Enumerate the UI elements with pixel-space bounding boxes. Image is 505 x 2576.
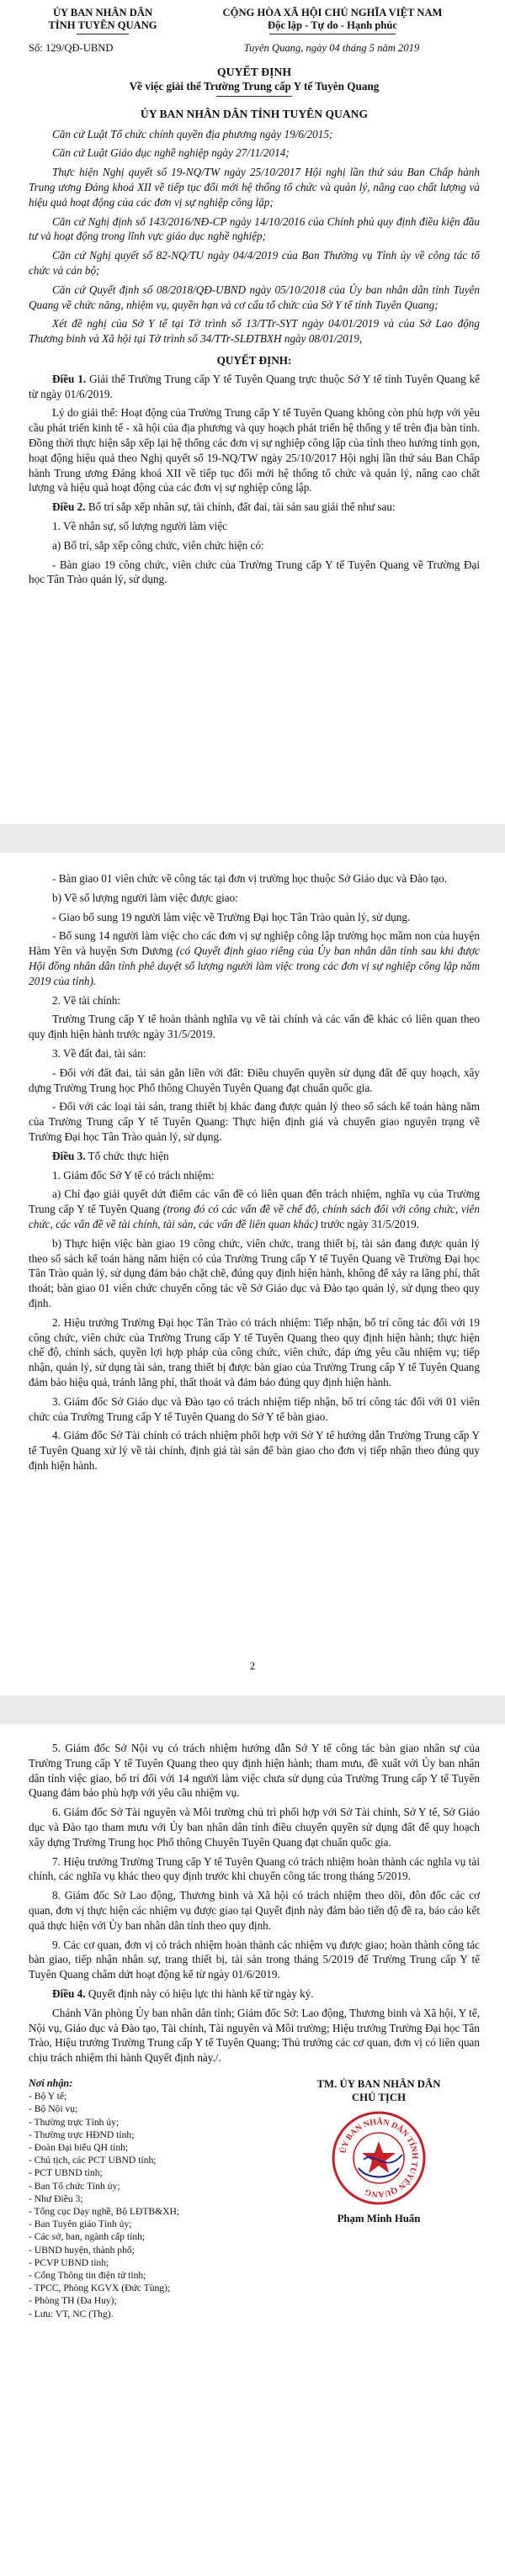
section-1a-end: trước ngày 31/5/2019.	[317, 1217, 420, 1230]
recipient-item: - Bộ Nội vụ;	[29, 2103, 78, 2115]
document-header	[29, 7, 480, 34]
recipient-item: - Bộ Y tế;	[29, 2091, 67, 2103]
article-3-section-4: 4. Giám đốc Sở Tài chính có trách nhiệm phối hợp với Sở Y tế hướng dẫn Trường Trung cấp Y tế Tuyên Quang xử lý về tài chính, định giá tài sản để bàn giao cho đơn vị tiếp nhận theo đúng quy định hiện hành.	[29, 1429, 480, 1472]
article-3-text: Tổ chức thực hiện	[85, 1149, 169, 1162]
nation-line-2: Độc lập - Tự do - Hạnh phúc	[268, 19, 397, 31]
recipient-item: - Phòng TH (Đa Huy);	[29, 2295, 117, 2307]
agency-line-1: ỦY BAN NHÂN DÂN	[52, 7, 153, 19]
agency-line-2: TỈNH TUYÊN QUANG	[48, 19, 157, 31]
signature-stroke-1	[359, 2168, 399, 2177]
article-3	[29, 1149, 480, 1164]
recipients-title: Nơi nhận:	[29, 2076, 73, 2089]
article-2-section-1a: a) Bố trí, sắp xếp công chức, viên chức hiện có:	[52, 538, 264, 552]
article-4-label: Điều 4.	[52, 1986, 86, 2000]
closing-section	[29, 2077, 480, 2320]
page-1-content	[29, 7, 480, 591]
article-2-section-3-item-1: - Đối với đất đai, tài sản gắn liền với đất: Điều chuyển quyền sử dụng đất để quy hoạch, xây dựng Trường Trung học Phổ thông Chuyên Tuyên Quang đạt chuẩn quốc gia.	[29, 1066, 480, 1094]
recipient-item: - PCT UBND tỉnh;	[29, 2167, 103, 2179]
article-3-section-6: 6. Giám đốc Sở Tài nguyên và Môi trường chủ trì phối hợp với Sở Tài chính, Sở Y tế, Sở Giáo dục và Đào tạo tham mưu với Ủy ban nhân dân tỉnh điều chuyển quyền sử dụng đất để quy hoạch xây dựng Trường Trung học Phổ thông Chuyên Tuyên Quang đạt chuẩn quốc gia.	[29, 1806, 480, 1849]
article-3-label: Điều 3.	[52, 1149, 86, 1162]
signature-block	[278, 2077, 480, 2320]
document-meta	[29, 41, 480, 56]
page-2-content	[29, 871, 480, 1478]
official-seal	[330, 2109, 428, 2207]
article-4-text: Quyết định này có hiệu lực thi hành kể từ ngày ký.	[85, 1986, 314, 2000]
page-1	[0, 0, 505, 824]
recipient-item: - Thường trực HĐND tỉnh;	[29, 2129, 135, 2140]
article-4-body: Chánh Văn phòng Ủy ban nhân dân tỉnh; Giám đốc Sở: Lao động, Thương binh và Xã hội, Y tế, Nội vụ, Giáo dục và Đào tạo, Tài chính, Tài nguyên và Môi trường; Hiệu trưởng Trường Đại học Tân Trào, Hiệu trưởng Trường Trung cấp Y tế Tuyên Quang; Thủ trưởng các cơ quan, đơn vị có liên quan chịu trách nhiệm thi hành Quyết định này./.	[29, 2006, 480, 2065]
document-title: QUYẾT ĐỊNH	[216, 65, 292, 78]
recipient-item: - Lưu: VT, NC (Thg).	[29, 2308, 114, 2319]
article-3-section-2: 2. Hiệu trưởng Trường Đại học Tân Trào có trách nhiệm: Tiếp nhận, bố trí công tác đối với 19 công chức, viên chức của Trường Trung cấp Y tế Tuyên Quang theo quy định hiện hành; thực hiện chế độ, chính sách, quyền lợi hợp pháp của công chức, viên chức, đáp ứng yêu cầu nhiệm vụ; tiếp nhận, quản lý, sử dụng tài sản, trang thiết bị được bàn giao của Trường Trung cấp Y tế Tuyên Quang đảm bảo hiệu quả, tránh lãng phí, thất thoát và đảm bảo đúng quy định hiện hành.	[29, 1315, 480, 1389]
national-motto	[185, 7, 480, 34]
page-separator-2	[0, 1695, 505, 1724]
recipient-item: - Ban Tuyên giáo Tỉnh ủy;	[29, 2219, 132, 2230]
article-2-section-1b-item-1: - Giao bổ sung 19 người làm việc về Trường Đại học Tân Trào quản lý, sử dụng.	[52, 910, 411, 923]
article-2-section-1b: b) Về số lượng người làm việc được giao:	[52, 891, 238, 904]
article-3-section-9: 9. Các cơ quan, đơn vị có trách nhiệm hoàn thành các nhiệm vụ được giao; hoàn thành công tác bàn giao, tiếp nhận nhân sự, trang thiết bị, tài sản trong tháng 5/2019 để Trường Trung cấp Y tế Tuyên Quang chấm dứt hoạt động kể từ ngày 01/6/2019.	[29, 1938, 480, 1981]
signer-position: CHỦ TỊCH	[351, 2091, 407, 2103]
article-2-section-3-item-2: - Đối với các loại tài sản, trang thiết bị khác đang được quản lý theo sổ sách kế toán hàng năm của Trường Trung cấp Y tế Tuyên Quang: Thực hiện định giá và chuyển giao nguyên trạng về Trường Đại học Tân Trào quản lý, sử dụng.	[29, 1100, 480, 1143]
preamble-7: Xét đề nghị của Sở Y tế tại Tờ trình số 13/TTr-SYT ngày 04/01/2019 và của Sở Lao động Thương binh và Xã hội tại Tờ trình số 34/TTr-SLĐTBXH ngày 08/01/2019,	[29, 317, 480, 346]
section-1b-item-2-note: (có Quyết định giao riêng của Ủy ban nhân dân tỉnh sau khi được Hội đồng nhân dân tỉnh phê duyệt số lượng người làm việc trong các đơn vị sự nghiệp công lập năm 2019 của tỉnh).	[29, 944, 480, 987]
article-2-text: Bố trí sắp xếp nhân sự, tài chính, đất đai, tài sản sau giải thể như sau:	[85, 500, 396, 514]
article-1-label: Điều 1.	[52, 372, 87, 385]
recipient-item: - Cổng Thông tin điện tử tỉnh;	[29, 2269, 146, 2281]
issuing-authority: ỦY BAN NHÂN DÂN TỈNH TUYÊN QUANG	[140, 107, 369, 120]
recipient-item: - Như Điều 3;	[29, 2193, 83, 2204]
page-separator-1	[0, 824, 505, 853]
number-suffix: /QĐ-UBND	[61, 42, 114, 54]
preamble-3: Thực hiện Nghị quyết số 19-NQ/TW ngày 25/10/2017 Hội nghị lần thứ sáu Ban Chấp hành Trung ương Đảng khoá XII về tiếp tục đổi mới hệ thống tổ chức và quản lý, nâng cao chất lượng và hiệu quả hoạt động của các đơn vị sự nghiệp công lập;	[29, 166, 480, 209]
page-number: 2	[249, 1660, 256, 1672]
recipient-item: - Tổng cục Dạy nghề, Bộ LĐTB&XH;	[29, 2205, 180, 2217]
page-3	[0, 1724, 505, 2576]
nation-line-1: CỘNG HÒA XÃ HỘI CHỦ NGHĨA VIỆT NAM	[222, 7, 443, 19]
article-3-section-8: 8. Giám đốc Sở Lao động, Thương binh và Xã hội có trách nhiệm theo dõi, đôn đốc các cơ quan, đơn vị thực hiện các nhiệm vụ được giao tại Quyết định này đảm bảo tiến độ đề ra, báo cáo kết quả thực hiện với Ủy ban nhân dân tỉnh theo quy định.	[29, 1889, 480, 1932]
section-1a-text: a) Chỉ đạo giải quyết dứt điểm các vấn đề có liên quan đến trách nhiệm, nghĩa vụ của Trường Trung cấp Y tế Tuyên Quang	[29, 1187, 480, 1216]
section-1b-item-2-text: - Bổ sung 14 người làm việc cho các đơn vị sự nghiệp công lập trường học mầm non của huyện Hàm Yên và huyện Sơn Dương	[29, 929, 480, 958]
article-3-section-1: 1. Giám đốc Sở Y tế có trách nhiệm:	[52, 1168, 215, 1182]
article-2-section-1a-item-1: - Bàn giao 19 công chức, viên chức của Trường Trung cấp Y tế Tuyên Quang về Trường Đại học Tân Trào quản lý, sử dụng.	[29, 558, 480, 586]
recipient-item: - UBND huyện, thành phố;	[29, 2244, 135, 2256]
recipient-item: - Đoàn Đại biểu QH tỉnh;	[29, 2141, 129, 2153]
decision-heading: QUYẾT ĐỊNH:	[216, 353, 292, 367]
article-2-section-1a-item-2: - Bàn giao 01 viên chức về công tác tại đơn vị trường học thuộc Sở Giáo dục và Đào tạo.	[52, 872, 448, 885]
article-2-section-1-heading: 1. Về nhân sự, số lượng người làm việc	[52, 519, 228, 532]
preamble-2: Căn cứ Luật Giáo dục nghề nghiệp ngày 27/11/2014;	[52, 146, 290, 160]
article-2-section-2-text: Trường Trung cấp Y tế hoàn thành nghĩa vụ về tài chính và các vấn đề khác có liên quan theo quy định hiện hành trước ngày 31/5/2019.	[29, 1013, 480, 1041]
article-1	[29, 372, 480, 402]
article-1-text: Giải thể Trường Trung cấp Y tế Tuyên Quang trực thuộc Sở Y tế tỉnh Tuyên Quang kể từ ngày 01/6/2019.	[29, 372, 481, 400]
preamble-5: Căn cứ Nghị quyết số 82-NQ/TU ngày 04/4/2019 của Ban Thường vụ Tỉnh ủy về công tác tổ chức và cán bộ;	[29, 249, 480, 277]
seal-text-path: ỦY BAN NHÂN DÂN TỈNH TUYÊN QUANG	[338, 2117, 420, 2199]
article-2-label: Điều 2.	[52, 500, 86, 514]
recipient-item: - Thường trực Tỉnh ủy;	[29, 2116, 120, 2128]
recipient-item: - Chủ tịch, các PCT UBND tỉnh;	[29, 2155, 157, 2166]
recipient-item: - Các sở, ban, ngành cấp tỉnh;	[29, 2231, 146, 2243]
on-behalf-line: TM. ỦY BAN NHÂN DÂN	[316, 2077, 441, 2090]
number-prefix: Số: 129	[29, 42, 61, 54]
document-number	[29, 41, 113, 56]
section-1a-note: (trong đó có các vấn đề về chế độ, chính sách đối với công chức, viên chức, các vấn đề về tài chính, tài sản, các vấn đề liên quan khác)	[29, 1203, 480, 1230]
document-subtitle	[29, 79, 480, 97]
article-2-section-3-heading: 3. Về đất đai, tài sản:	[52, 1046, 146, 1060]
subtitle-text: Về việc giải thể Trường Trung cấp Y tế Tuyên Quang	[129, 79, 380, 93]
article-3-section-3: 3. Giám đốc Sở Giáo dục và Đào tạo có trách nhiệm tiếp nhận, bố trí công tác đối với 01 viên chức của Trường Trung cấp Y tế Tuyên Quang do Sở Y tế bàn giao.	[29, 1394, 480, 1423]
recipient-item: - PCVP UBND tỉnh;	[29, 2256, 109, 2268]
recipients-list	[29, 2077, 231, 2320]
article-2-section-1b-item-2	[29, 928, 480, 988]
seal-graphic	[330, 2109, 428, 2207]
subtitle-underline	[216, 96, 292, 97]
article-3-section-7: 7. Hiệu trưởng Trường Trung cấp Y tế Tuyên Quang có trách nhiệm hoàn thành các nghĩa vụ tài chính, các nghĩa vụ khác theo quy định trước khi chuyển công tác trong tháng 5/2019.	[29, 1854, 480, 1883]
recipient-item: - TPCC, Phòng KGVX (Đức Tùng);	[29, 2282, 171, 2294]
page-2	[0, 853, 505, 1695]
page-3-content	[29, 1741, 480, 2320]
issuing-agency	[29, 7, 177, 34]
article-1-reason: Lý do giải thể: Hoạt động của Trường Trung cấp Y tế Tuyên Quang không còn phù hợp với yêu cầu phát triển kinh tế - xã hội của địa phương và quy hoạch phát triển hệ thống y tế trên địa bàn tỉnh. Đồng thời thực hiện sắp xếp lại hệ thống các đơn vị sự nghiệp công lập của tỉnh theo hướng tinh gọn, hoạt động hiệu quả theo Nghị quyết số 19-NQ/TW ngày 25/10/2017 Hội nghị lần thứ sáu Ban Chấp hành Trung ương Đảng khoá XII về tiếp tục đổi mới hệ thống tổ chức và quản lý, nâng cao chất lượng và hiệu quả hoạt động của các đơn vị sự nghiệp công lập.	[29, 406, 480, 495]
article-2	[29, 500, 480, 515]
document-date: Tuyên Quang, ngày 04 tháng 5 năm 2019	[243, 42, 420, 54]
article-4	[29, 1986, 480, 2002]
article-3-section-1a	[29, 1187, 480, 1231]
signer-name: Phạm Minh Huấn	[337, 2212, 421, 2224]
article-2-section-2-heading: 2. Về tài chính:	[52, 993, 121, 1007]
article-3-section-1b: b) Thực hiện việc bàn giao 19 công chức, viên chức, trang thiết bị, tài sản đang được quản lý theo sổ sách kế toán hàng năm hiện có của Trường Trung cấp Y tế Tuyên Quang về Trường Đại học Tân Trào quản lý, sử dụng đảm bảo chặt chẽ, đúng quy định hiện hành, không để xảy ra lãng phí, thất thoát; bàn giao 01 viên chức chuyển công tác về Sở Giáo dục và Đào tạo quản lý, sử dụng theo quy định.	[29, 1236, 480, 1309]
preamble-4: Căn cứ Nghị định số 143/2016/NĐ-CP ngày 14/10/2016 của Chính phủ quy định điều kiện đầu tư và hoạt động trong lĩnh vực giáo dục nghề nghiệp;	[29, 214, 480, 243]
article-3-section-5: 5. Giám đốc Sở Nội vụ có trách nhiệm hướng dẫn Sở Y tế công tác bàn giao nhân sự của Trường Trung cấp Y tế Tuyên Quang theo quy định hiện hành; tham mưu, đề xuất với Ủy ban nhân dân tỉnh việc giao, bố trí đối với 14 người làm việc chưa sử dụng của Trường Trung cấp Y tế Tuyên Quang đảm bảo phù hợp với yêu cầu nhiệm vụ.	[29, 1742, 480, 1800]
preamble-1: Căn cứ Luật Tổ chức chính quyền địa phương ngày 19/6/2015;	[52, 127, 333, 140]
preamble-6: Căn cứ Quyết định số 08/2018/QĐ-UBND ngày 05/10/2018 của Ủy ban nhân dân tỉnh Tuyên Quang về chức năng, nhiệm vụ, quyền hạn và cơ cấu tổ chức của Sở Y tế tỉnh Tuyên Quang;	[29, 283, 480, 311]
recipient-item: - Ban Tổ chức Tỉnh ủy;	[29, 2180, 120, 2192]
